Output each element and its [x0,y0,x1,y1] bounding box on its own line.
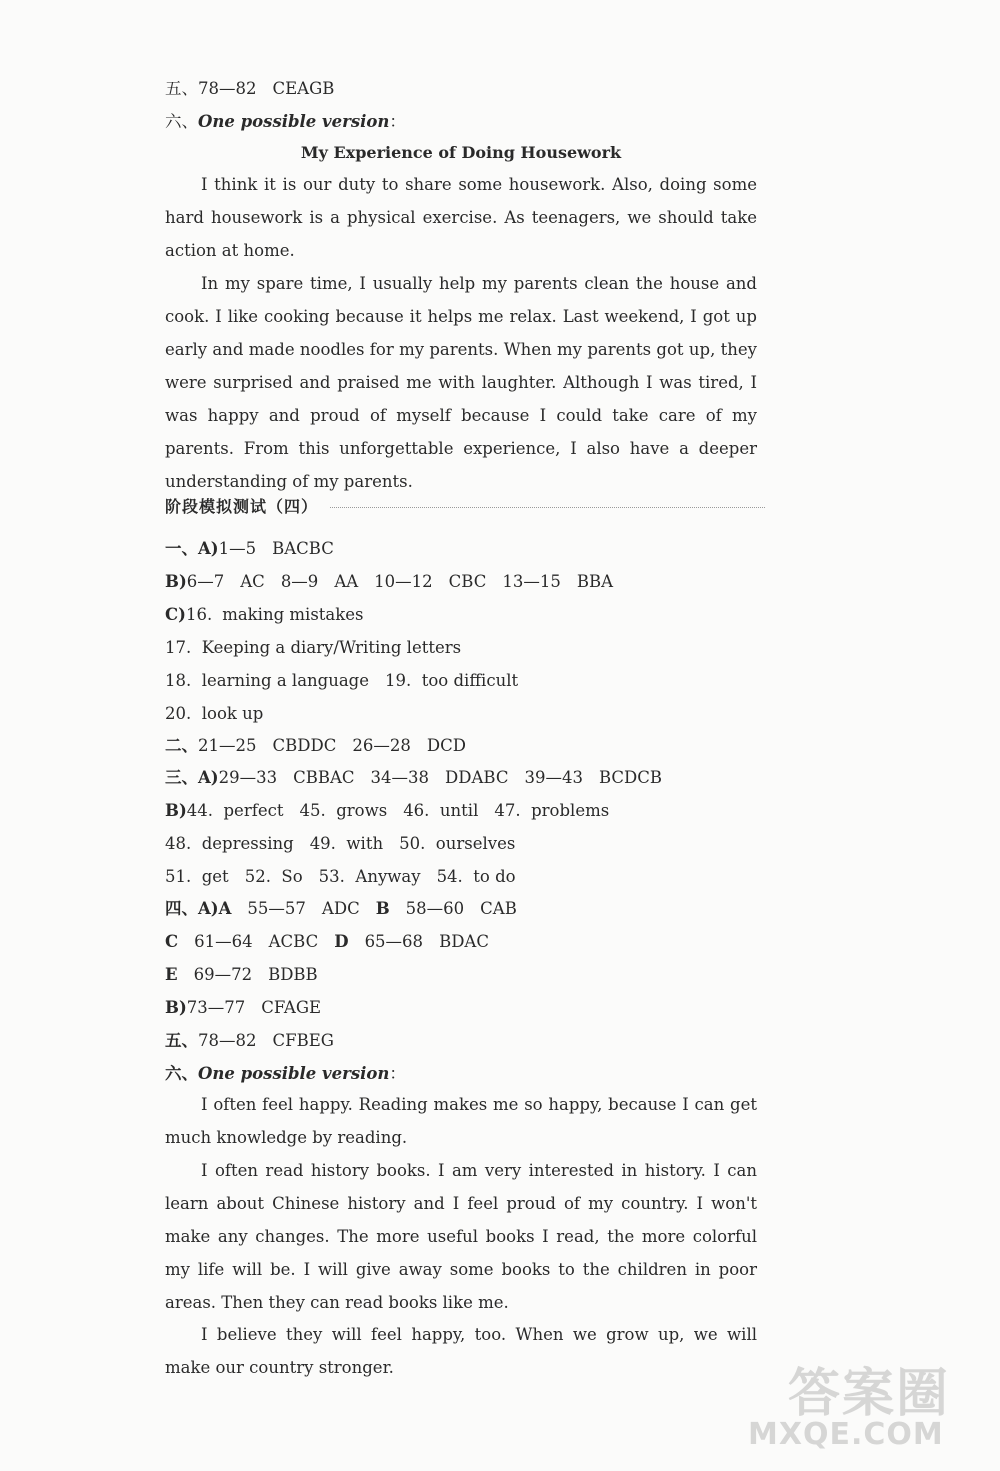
answer-line [165,865,765,889]
answer-line [165,537,765,561]
answer-key: ACBC [268,932,319,951]
site-watermark [748,1351,978,1461]
answer-part-label: C [165,932,179,951]
answer-text: 18. learning a language [165,671,370,690]
answer-key: CBBAC [293,768,355,787]
answer-text: 51. get [165,867,229,886]
watermark-url: MXQE.COM [748,1417,944,1452]
answer-range: 26—28 [352,736,411,755]
answer-range: 21—25 [198,736,257,755]
essay1-paragraph-2: In my spare time, I usually help my parents clean the house and cook. I like cooking because it helps me relax. Last weekend, I got up early and made noodles for my parents. When my parents got up, they were surprised and praised me with laughter. Although I was tired, I was happy and proud of myself because I could take care of my parents. From this unforgettable experience, I also have a deeper understanding of my parents. [165,274,757,491]
answer-text: 19. too difficult [385,671,519,690]
answer-text: 52. So [244,867,303,886]
answer-range: 6—7 [186,572,225,591]
answer-text: 44. perfect [186,801,284,820]
answer-key: CBC [448,572,487,591]
answer-part-label: 四、A)A [165,899,232,918]
answer-text: 45. grows [299,801,388,820]
answer-line [165,702,765,726]
answer-key: AC [240,572,265,591]
answer-part-label: 三、A) [165,768,219,787]
answer-line [165,766,765,790]
answer-part-label: C) [165,605,186,624]
answer-number: 16. [185,605,213,624]
q5-range: 78—82 [198,79,257,98]
answer-key: BDBB [268,965,318,984]
essay2-paragraph-1: I often feel happy. Reading makes me so happy, because I can get much knowledge by reading. [165,1095,757,1147]
q6-prefix: 六、 [165,112,198,131]
answer-key: BBA [576,572,614,591]
answer-text: 46. until [403,801,479,820]
answer-line [165,930,765,954]
answer-text: 47. problems [494,801,610,820]
answer-line [165,669,765,693]
section-title: 阶段模拟测试（四） [165,496,319,516]
answer-text: 49. with [309,834,384,853]
answer-range: 39—43 [524,768,583,787]
answer-text: 17. Keeping a diary/Writing letters [165,638,462,657]
dotted-divider [330,507,765,508]
answer-line [165,963,765,987]
answer-line [165,570,765,594]
answer-line [165,897,765,921]
answer-range: 10—12 [374,572,433,591]
answer-key: BCDCB [598,768,663,787]
answer-key: BDAC [439,932,489,951]
answer-line [165,1029,765,1053]
answer-part-label: 五、 [165,1031,198,1050]
answer-part-label: 一、A) [165,539,219,558]
answer-range: 55—57 [247,899,306,918]
answer-part-label: B) [165,998,187,1017]
answer-range: 69—72 [193,965,253,984]
answer-version-label: One possible version [198,1064,390,1083]
answer-part-label: B [375,899,390,918]
answer-text: 50. ourselves [399,834,516,853]
answer-line [165,832,765,856]
section-heading [165,492,765,518]
answer-line [165,636,765,660]
answer-part-label: 六、 [165,1064,198,1083]
answer-colon: ： [389,1064,406,1083]
answer-key: DDABC [445,768,509,787]
q6-label: One possible version [198,112,390,131]
answer-range: 13—15 [502,572,561,591]
answer-line [165,734,765,758]
answer-line-q6 [165,110,765,134]
answer-range: 58—60 [405,899,465,918]
answer-range: 65—68 [364,932,424,951]
answer-range: 8—9 [280,572,319,591]
answer-part-label: B) [165,801,187,820]
answer-range: 61—64 [194,932,253,951]
answer-text: making mistakes [222,605,364,624]
answer-key: ADC [321,899,360,918]
answer-range: 29—33 [218,768,278,787]
answer-key: CFAGE [261,998,322,1017]
essay2-paragraph-3: I believe they will feel happy, too. When we grow up, we will make our country stronger. [165,1325,757,1377]
answer-key: BACBC [272,539,334,558]
answer-part-label: 二、 [165,736,198,755]
essay-title: My Experience of Doing Housework [300,143,622,162]
answer-text: 48. depressing [165,834,294,853]
answer-text: 53. Anyway [318,867,421,886]
answer-range: 1—5 [218,539,257,558]
q5-answer: CEAGB [272,79,335,98]
watermark-logo: 答案圈 [788,1364,951,1424]
answer-key: CAB [480,899,517,918]
answer-line [165,1062,765,1086]
answer-range: 34—38 [370,768,430,787]
answer-text: 54. to do [436,867,516,886]
answer-part-label: E [165,965,178,984]
answer-line-q5 [165,77,765,101]
answer-key: DCD [426,736,466,755]
answer-line [165,799,765,823]
answer-part-label: B) [165,572,187,591]
answer-line [165,996,765,1020]
answer-range: 78—82 [198,1031,257,1050]
answer-key: CBDDC [272,736,337,755]
q6-colon: ： [389,112,406,131]
essay2-paragraph-2: I often read history books. I am very interested in history. I can learn about Chinese history and I feel proud of my country. I won't make any changes. The more useful books I read, the more colorful my life will be. I will give away some books to the children in poor areas. Then they can read books like me. [165,1161,757,1312]
answer-text: 20. look up [165,704,264,723]
q5-prefix: 五、 [165,79,198,98]
answer-line [165,603,765,627]
answer-range: 73—77 [186,998,246,1017]
answer-key: AA [334,572,359,591]
answer-key: CFBEG [272,1031,334,1050]
answer-part-label: D [334,932,349,951]
essay1-paragraph-1: I think it is our duty to share some housework. Also, doing some hard housework is a physical exercise. As teenagers, we should take action at home. [165,175,757,260]
